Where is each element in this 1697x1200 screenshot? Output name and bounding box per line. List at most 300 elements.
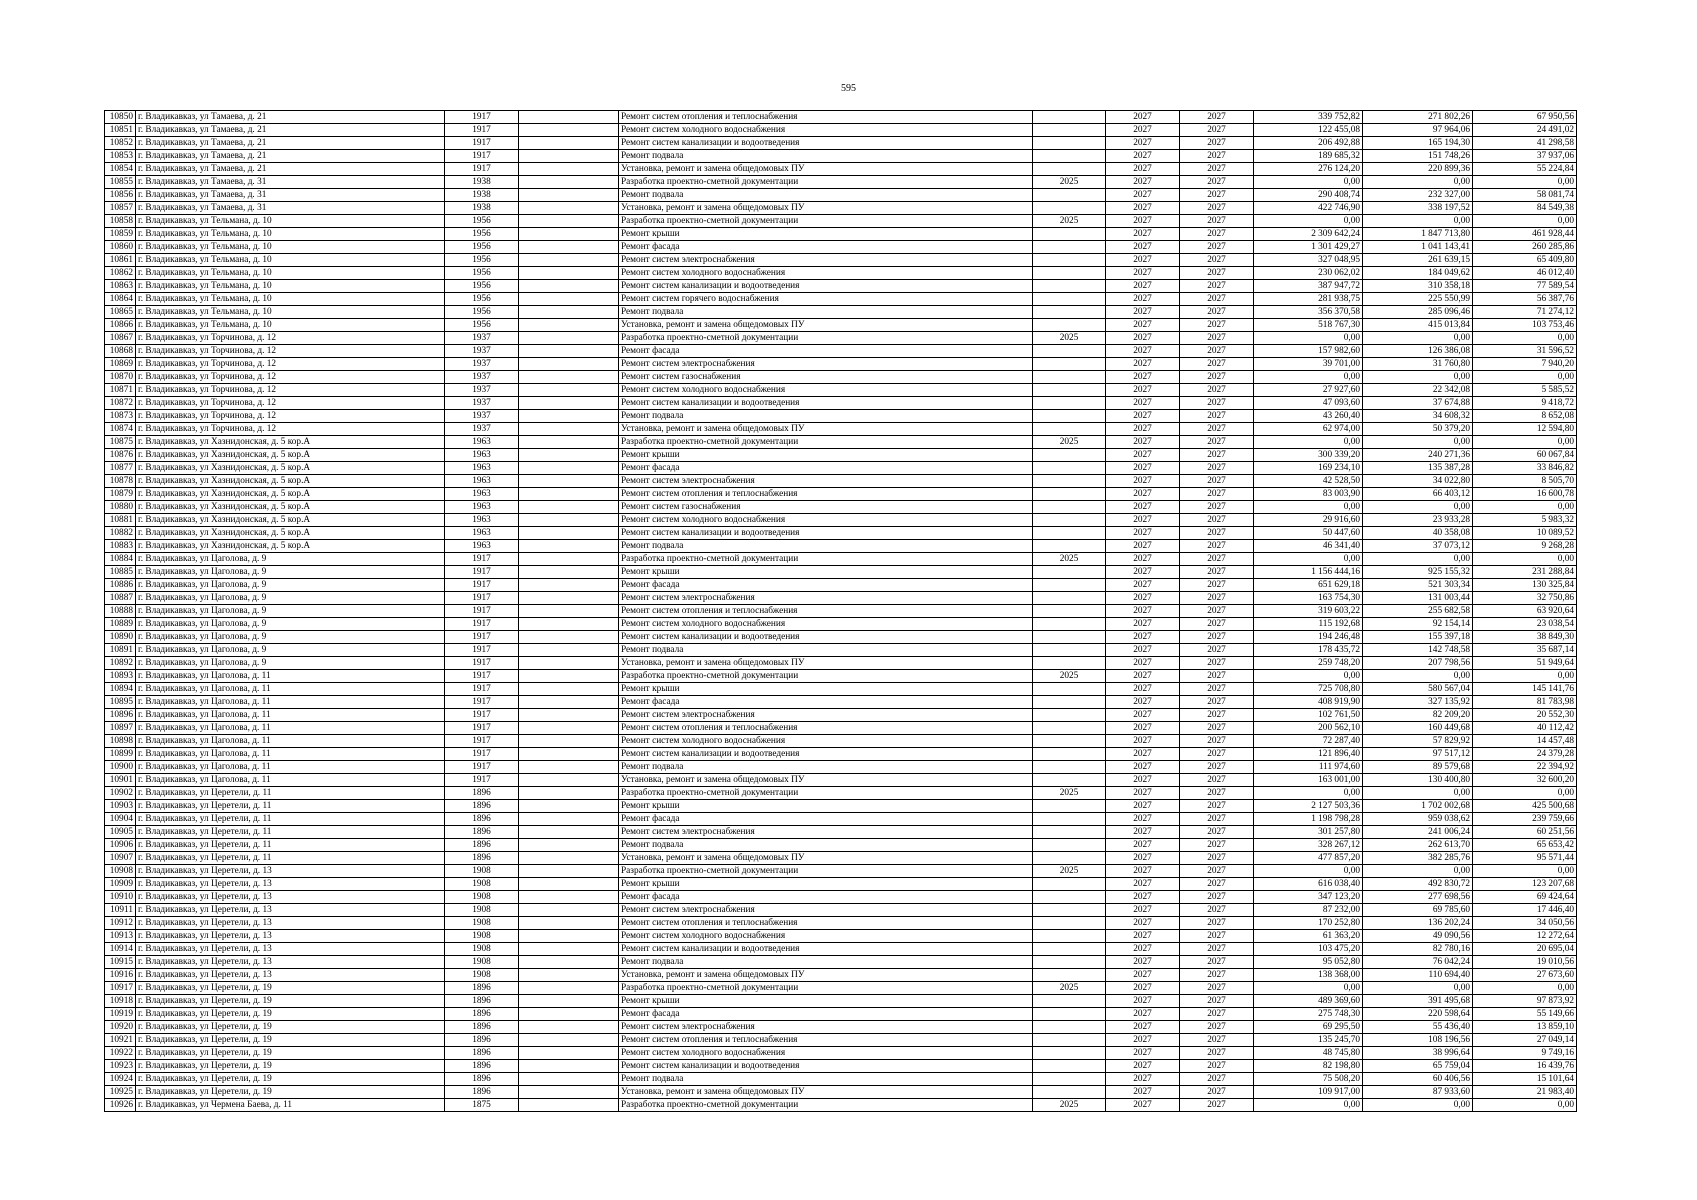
owner-cost-cell: 8 652,08 <box>1473 410 1577 423</box>
design-year-cell <box>1033 696 1106 709</box>
fund-cost-cell: 0,00 <box>1363 982 1473 995</box>
table-row <box>105 592 1577 605</box>
total-cost-cell: 72 287,40 <box>1254 735 1363 748</box>
owner-cost-cell: 67 950,56 <box>1473 111 1577 124</box>
row-number-cell: 10889 <box>105 618 136 631</box>
work-type-cell: Ремонт систем отопления и теплоснабжения <box>619 722 1033 735</box>
empty-cell <box>519 1034 619 1047</box>
plan-year-end-cell: 2027 <box>1180 1008 1254 1021</box>
plan-year-end-cell: 2027 <box>1180 293 1254 306</box>
plan-year-start-cell: 2027 <box>1106 137 1180 150</box>
address-cell: г. Владикавказ, ул Хазнидонская, д. 5 кор.А <box>136 449 445 462</box>
plan-year-end-cell: 2027 <box>1180 683 1254 696</box>
plan-year-end-cell: 2027 <box>1180 696 1254 709</box>
table-row <box>105 839 1577 852</box>
work-type-cell: Ремонт систем холодного водоснабжения <box>619 384 1033 397</box>
empty-cell <box>519 111 619 124</box>
address-cell: г. Владикавказ, ул Тельмана, д. 10 <box>136 241 445 254</box>
table-row <box>105 683 1577 696</box>
table-row <box>105 436 1577 449</box>
address-cell: г. Владикавказ, ул Церетели, д. 11 <box>136 839 445 852</box>
design-year-cell <box>1033 1047 1106 1060</box>
table-row <box>105 254 1577 267</box>
address-cell: г. Владикавказ, ул Цаголова, д. 11 <box>136 748 445 761</box>
table-row <box>105 813 1577 826</box>
design-year-cell <box>1033 163 1106 176</box>
build-year-cell: 1917 <box>445 774 519 787</box>
address-cell: г. Владикавказ, ул Цаголова, д. 9 <box>136 553 445 566</box>
plan-year-start-cell: 2027 <box>1106 917 1180 930</box>
design-year-cell <box>1033 488 1106 501</box>
design-year-cell <box>1033 449 1106 462</box>
empty-cell <box>519 566 619 579</box>
build-year-cell: 1963 <box>445 540 519 553</box>
total-cost-cell: 42 528,50 <box>1254 475 1363 488</box>
address-cell: г. Владикавказ, ул Тельмана, д. 10 <box>136 293 445 306</box>
table-row <box>105 241 1577 254</box>
owner-cost-cell: 239 759,66 <box>1473 813 1577 826</box>
total-cost-cell: 29 916,60 <box>1254 514 1363 527</box>
fund-cost-cell: 261 639,15 <box>1363 254 1473 267</box>
empty-cell <box>519 150 619 163</box>
fund-cost-cell: 232 327,00 <box>1363 189 1473 202</box>
total-cost-cell: 111 974,60 <box>1254 761 1363 774</box>
plan-year-end-cell: 2027 <box>1180 449 1254 462</box>
total-cost-cell: 0,00 <box>1254 982 1363 995</box>
plan-year-end-cell: 2027 <box>1180 150 1254 163</box>
address-cell: г. Владикавказ, ул Цаголова, д. 9 <box>136 592 445 605</box>
address-cell: г. Владикавказ, ул Церетели, д. 19 <box>136 1047 445 1060</box>
empty-cell <box>519 943 619 956</box>
plan-year-start-cell: 2027 <box>1106 865 1180 878</box>
fund-cost-cell: 131 003,44 <box>1363 592 1473 605</box>
plan-year-start-cell: 2027 <box>1106 462 1180 475</box>
plan-year-start-cell: 2027 <box>1106 787 1180 800</box>
row-number-cell: 10879 <box>105 488 136 501</box>
design-year-cell <box>1033 397 1106 410</box>
plan-year-start-cell: 2027 <box>1106 722 1180 735</box>
row-number-cell: 10902 <box>105 787 136 800</box>
fund-cost-cell: 580 567,04 <box>1363 683 1473 696</box>
empty-cell <box>519 605 619 618</box>
empty-cell <box>519 657 619 670</box>
empty-cell <box>519 930 619 943</box>
total-cost-cell: 301 257,80 <box>1254 826 1363 839</box>
plan-year-end-cell: 2027 <box>1180 787 1254 800</box>
total-cost-cell: 328 267,12 <box>1254 839 1363 852</box>
work-type-cell: Ремонт систем канализации и водоотведения <box>619 397 1033 410</box>
total-cost-cell: 0,00 <box>1254 501 1363 514</box>
fund-cost-cell: 151 748,26 <box>1363 150 1473 163</box>
plan-year-end-cell: 2027 <box>1180 670 1254 683</box>
fund-cost-cell: 76 042,24 <box>1363 956 1473 969</box>
empty-cell <box>519 592 619 605</box>
plan-year-start-cell: 2027 <box>1106 904 1180 917</box>
total-cost-cell: 477 857,20 <box>1254 852 1363 865</box>
row-number-cell: 10907 <box>105 852 136 865</box>
work-type-cell: Установка, ремонт и замена общедомовых ПУ <box>619 774 1033 787</box>
owner-cost-cell: 22 394,92 <box>1473 761 1577 774</box>
build-year-cell: 1956 <box>445 228 519 241</box>
plan-year-end-cell: 2027 <box>1180 995 1254 1008</box>
row-number-cell: 10904 <box>105 813 136 826</box>
row-number-cell: 10877 <box>105 462 136 475</box>
build-year-cell: 1917 <box>445 163 519 176</box>
table-row <box>105 384 1577 397</box>
total-cost-cell: 259 748,20 <box>1254 657 1363 670</box>
fund-cost-cell: 126 386,08 <box>1363 345 1473 358</box>
fund-cost-cell: 0,00 <box>1363 670 1473 683</box>
design-year-cell: 2025 <box>1033 215 1106 228</box>
fund-cost-cell: 130 400,80 <box>1363 774 1473 787</box>
build-year-cell: 1956 <box>445 267 519 280</box>
total-cost-cell: 0,00 <box>1254 1099 1363 1112</box>
empty-cell <box>519 865 619 878</box>
fund-cost-cell: 415 013,84 <box>1363 319 1473 332</box>
address-cell: г. Владикавказ, ул Цаголова, д. 9 <box>136 579 445 592</box>
capital-repair-register-table <box>104 110 1577 1112</box>
table-row <box>105 1034 1577 1047</box>
empty-cell <box>519 748 619 761</box>
empty-cell <box>519 397 619 410</box>
plan-year-start-cell: 2027 <box>1106 124 1180 137</box>
row-number-cell: 10890 <box>105 631 136 644</box>
empty-cell <box>519 215 619 228</box>
build-year-cell: 1956 <box>445 319 519 332</box>
total-cost-cell: 200 562,10 <box>1254 722 1363 735</box>
total-cost-cell: 189 685,32 <box>1254 150 1363 163</box>
total-cost-cell: 347 123,20 <box>1254 891 1363 904</box>
build-year-cell: 1896 <box>445 852 519 865</box>
empty-cell <box>519 904 619 917</box>
plan-year-start-cell: 2027 <box>1106 839 1180 852</box>
design-year-cell <box>1033 319 1106 332</box>
work-type-cell: Ремонт систем канализации и водоотведения <box>619 943 1033 956</box>
design-year-cell: 2025 <box>1033 436 1106 449</box>
empty-cell <box>519 761 619 774</box>
design-year-cell: 2025 <box>1033 982 1106 995</box>
total-cost-cell: 387 947,72 <box>1254 280 1363 293</box>
fund-cost-cell: 0,00 <box>1363 501 1473 514</box>
plan-year-end-cell: 2027 <box>1180 423 1254 436</box>
table-row <box>105 189 1577 202</box>
work-type-cell: Ремонт систем электроснабжения <box>619 358 1033 371</box>
work-type-cell: Разработка проектно-сметной документации <box>619 670 1033 683</box>
build-year-cell: 1938 <box>445 176 519 189</box>
row-number-cell: 10868 <box>105 345 136 358</box>
plan-year-start-cell: 2027 <box>1106 1034 1180 1047</box>
plan-year-start-cell: 2027 <box>1106 969 1180 982</box>
empty-cell <box>519 969 619 982</box>
build-year-cell: 1937 <box>445 410 519 423</box>
owner-cost-cell: 231 288,84 <box>1473 566 1577 579</box>
build-year-cell: 1938 <box>445 189 519 202</box>
design-year-cell <box>1033 228 1106 241</box>
work-type-cell: Разработка проектно-сметной документации <box>619 176 1033 189</box>
build-year-cell: 1917 <box>445 683 519 696</box>
empty-cell <box>519 774 619 787</box>
design-year-cell <box>1033 111 1106 124</box>
row-number-cell: 10866 <box>105 319 136 332</box>
work-type-cell: Ремонт фасада <box>619 579 1033 592</box>
build-year-cell: 1896 <box>445 813 519 826</box>
work-type-cell: Ремонт систем холодного водоснабжения <box>619 267 1033 280</box>
owner-cost-cell: 16 439,76 <box>1473 1060 1577 1073</box>
plan-year-start-cell: 2027 <box>1106 371 1180 384</box>
empty-cell <box>519 618 619 631</box>
table-row <box>105 657 1577 670</box>
fund-cost-cell: 240 271,36 <box>1363 449 1473 462</box>
row-number-cell: 10876 <box>105 449 136 462</box>
owner-cost-cell: 58 081,74 <box>1473 189 1577 202</box>
address-cell: г. Владикавказ, ул Торчинова, д. 12 <box>136 423 445 436</box>
fund-cost-cell: 97 964,06 <box>1363 124 1473 137</box>
plan-year-end-cell: 2027 <box>1180 345 1254 358</box>
plan-year-start-cell: 2027 <box>1106 1060 1180 1073</box>
table-row <box>105 943 1577 956</box>
fund-cost-cell: 0,00 <box>1363 176 1473 189</box>
owner-cost-cell: 13 859,10 <box>1473 1021 1577 1034</box>
total-cost-cell: 1 156 444,16 <box>1254 566 1363 579</box>
plan-year-start-cell: 2027 <box>1106 280 1180 293</box>
row-number-cell: 10905 <box>105 826 136 839</box>
design-year-cell <box>1033 306 1106 319</box>
empty-cell <box>519 813 619 826</box>
work-type-cell: Ремонт систем отопления и теплоснабжения <box>619 488 1033 501</box>
owner-cost-cell: 65 653,42 <box>1473 839 1577 852</box>
plan-year-start-cell: 2027 <box>1106 995 1180 1008</box>
empty-cell <box>519 423 619 436</box>
total-cost-cell: 0,00 <box>1254 371 1363 384</box>
work-type-cell: Ремонт систем холодного водоснабжения <box>619 514 1033 527</box>
build-year-cell: 1917 <box>445 631 519 644</box>
table-row <box>105 709 1577 722</box>
work-type-cell: Ремонт подвала <box>619 839 1033 852</box>
empty-cell <box>519 527 619 540</box>
build-year-cell: 1937 <box>445 371 519 384</box>
work-type-cell: Разработка проектно-сметной документации <box>619 436 1033 449</box>
row-number-cell: 10897 <box>105 722 136 735</box>
total-cost-cell: 47 093,60 <box>1254 397 1363 410</box>
row-number-cell: 10894 <box>105 683 136 696</box>
plan-year-end-cell: 2027 <box>1180 332 1254 345</box>
row-number-cell: 10901 <box>105 774 136 787</box>
plan-year-start-cell: 2027 <box>1106 202 1180 215</box>
design-year-cell: 2025 <box>1033 332 1106 345</box>
empty-cell <box>519 280 619 293</box>
design-year-cell <box>1033 384 1106 397</box>
address-cell: г. Владикавказ, ул Цаголова, д. 11 <box>136 683 445 696</box>
row-number-cell: 10881 <box>105 514 136 527</box>
fund-cost-cell: 262 613,70 <box>1363 839 1473 852</box>
address-cell: г. Владикавказ, ул Цаголова, д. 9 <box>136 566 445 579</box>
plan-year-end-cell: 2027 <box>1180 618 1254 631</box>
total-cost-cell: 356 370,58 <box>1254 306 1363 319</box>
row-number-cell: 10906 <box>105 839 136 852</box>
table-row <box>105 514 1577 527</box>
address-cell: г. Владикавказ, ул Церетели, д. 11 <box>136 813 445 826</box>
owner-cost-cell: 55 224,84 <box>1473 163 1577 176</box>
work-type-cell: Ремонт систем газоснабжения <box>619 371 1033 384</box>
address-cell: г. Владикавказ, ул Цаголова, д. 9 <box>136 618 445 631</box>
empty-cell <box>519 189 619 202</box>
address-cell: г. Владикавказ, ул Церетели, д. 13 <box>136 956 445 969</box>
design-year-cell: 2025 <box>1033 670 1106 683</box>
total-cost-cell: 163 001,00 <box>1254 774 1363 787</box>
owner-cost-cell: 32 600,20 <box>1473 774 1577 787</box>
table-row <box>105 410 1577 423</box>
owner-cost-cell: 5 983,32 <box>1473 514 1577 527</box>
row-number-cell: 10923 <box>105 1060 136 1073</box>
build-year-cell: 1896 <box>445 1086 519 1099</box>
total-cost-cell: 50 447,60 <box>1254 527 1363 540</box>
design-year-cell <box>1033 189 1106 202</box>
plan-year-end-cell: 2027 <box>1180 852 1254 865</box>
design-year-cell <box>1033 878 1106 891</box>
fund-cost-cell: 0,00 <box>1363 215 1473 228</box>
plan-year-start-cell: 2027 <box>1106 501 1180 514</box>
table-row <box>105 306 1577 319</box>
owner-cost-cell: 60 251,56 <box>1473 826 1577 839</box>
build-year-cell: 1896 <box>445 787 519 800</box>
owner-cost-cell: 37 937,06 <box>1473 150 1577 163</box>
build-year-cell: 1917 <box>445 111 519 124</box>
plan-year-end-cell: 2027 <box>1180 280 1254 293</box>
plan-year-start-cell: 2027 <box>1106 800 1180 813</box>
address-cell: г. Владикавказ, ул Торчинова, д. 12 <box>136 397 445 410</box>
plan-year-start-cell: 2027 <box>1106 813 1180 826</box>
plan-year-start-cell: 2027 <box>1106 553 1180 566</box>
total-cost-cell: 48 745,80 <box>1254 1047 1363 1060</box>
design-year-cell <box>1033 1008 1106 1021</box>
empty-cell <box>519 722 619 735</box>
plan-year-start-cell: 2027 <box>1106 774 1180 787</box>
total-cost-cell: 102 761,50 <box>1254 709 1363 722</box>
owner-cost-cell: 56 387,76 <box>1473 293 1577 306</box>
plan-year-end-cell: 2027 <box>1180 605 1254 618</box>
total-cost-cell: 0,00 <box>1254 436 1363 449</box>
plan-year-end-cell: 2027 <box>1180 969 1254 982</box>
total-cost-cell: 43 260,40 <box>1254 410 1363 423</box>
plan-year-end-cell: 2027 <box>1180 267 1254 280</box>
total-cost-cell: 62 974,00 <box>1254 423 1363 436</box>
plan-year-end-cell: 2027 <box>1180 956 1254 969</box>
table-row <box>105 527 1577 540</box>
work-type-cell: Ремонт крыши <box>619 228 1033 241</box>
owner-cost-cell: 0,00 <box>1473 982 1577 995</box>
table-row <box>105 631 1577 644</box>
empty-cell <box>519 202 619 215</box>
plan-year-start-cell: 2027 <box>1106 670 1180 683</box>
plan-year-start-cell: 2027 <box>1106 449 1180 462</box>
total-cost-cell: 2 127 503,36 <box>1254 800 1363 813</box>
empty-cell <box>519 540 619 553</box>
build-year-cell: 1917 <box>445 605 519 618</box>
work-type-cell: Ремонт подвала <box>619 1073 1033 1086</box>
fund-cost-cell: 49 090,56 <box>1363 930 1473 943</box>
row-number-cell: 10856 <box>105 189 136 202</box>
row-number-cell: 10913 <box>105 930 136 943</box>
owner-cost-cell: 40 112,42 <box>1473 722 1577 735</box>
table-row <box>105 930 1577 943</box>
empty-cell <box>519 137 619 150</box>
empty-cell <box>519 345 619 358</box>
empty-cell <box>519 358 619 371</box>
work-type-cell: Ремонт крыши <box>619 566 1033 579</box>
table-row <box>105 163 1577 176</box>
fund-cost-cell: 69 785,60 <box>1363 904 1473 917</box>
row-number-cell: 10909 <box>105 878 136 891</box>
build-year-cell: 1896 <box>445 1021 519 1034</box>
design-year-cell <box>1033 618 1106 631</box>
row-number-cell: 10874 <box>105 423 136 436</box>
plan-year-start-cell: 2027 <box>1106 111 1180 124</box>
row-number-cell: 10918 <box>105 995 136 1008</box>
work-type-cell: Ремонт систем электроснабжения <box>619 826 1033 839</box>
empty-cell <box>519 1008 619 1021</box>
address-cell: г. Владикавказ, ул Торчинова, д. 12 <box>136 410 445 423</box>
table-row <box>105 904 1577 917</box>
plan-year-start-cell: 2027 <box>1106 566 1180 579</box>
plan-year-start-cell: 2027 <box>1106 709 1180 722</box>
owner-cost-cell: 9 749,16 <box>1473 1047 1577 1060</box>
plan-year-end-cell: 2027 <box>1180 982 1254 995</box>
plan-year-start-cell: 2027 <box>1106 1021 1180 1034</box>
table-row <box>105 995 1577 1008</box>
table-row <box>105 891 1577 904</box>
work-type-cell: Ремонт крыши <box>619 683 1033 696</box>
fund-cost-cell: 338 197,52 <box>1363 202 1473 215</box>
design-year-cell <box>1033 657 1106 670</box>
row-number-cell: 10864 <box>105 293 136 306</box>
plan-year-end-cell: 2027 <box>1180 241 1254 254</box>
plan-year-end-cell: 2027 <box>1180 410 1254 423</box>
fund-cost-cell: 925 155,32 <box>1363 566 1473 579</box>
fund-cost-cell: 108 196,56 <box>1363 1034 1473 1047</box>
empty-cell <box>519 163 619 176</box>
plan-year-start-cell: 2027 <box>1106 579 1180 592</box>
build-year-cell: 1896 <box>445 1047 519 1060</box>
empty-cell <box>519 514 619 527</box>
plan-year-end-cell: 2027 <box>1180 501 1254 514</box>
owner-cost-cell: 71 274,12 <box>1473 306 1577 319</box>
address-cell: г. Владикавказ, ул Церетели, д. 11 <box>136 852 445 865</box>
row-number-cell: 10910 <box>105 891 136 904</box>
build-year-cell: 1917 <box>445 124 519 137</box>
owner-cost-cell: 31 596,52 <box>1473 345 1577 358</box>
plan-year-start-cell: 2027 <box>1106 826 1180 839</box>
total-cost-cell: 163 754,30 <box>1254 592 1363 605</box>
build-year-cell: 1937 <box>445 332 519 345</box>
plan-year-start-cell: 2027 <box>1106 1099 1180 1112</box>
build-year-cell: 1908 <box>445 943 519 956</box>
build-year-cell: 1917 <box>445 579 519 592</box>
address-cell: г. Владикавказ, ул Тамаева, д. 31 <box>136 176 445 189</box>
address-cell: г. Владикавказ, ул Церетели, д. 19 <box>136 1008 445 1021</box>
address-cell: г. Владикавказ, ул Церетели, д. 11 <box>136 826 445 839</box>
total-cost-cell: 138 368,00 <box>1254 969 1363 982</box>
plan-year-start-cell: 2027 <box>1106 891 1180 904</box>
plan-year-start-cell: 2027 <box>1106 215 1180 228</box>
total-cost-cell: 69 295,50 <box>1254 1021 1363 1034</box>
plan-year-end-cell: 2027 <box>1180 579 1254 592</box>
plan-year-end-cell: 2027 <box>1180 254 1254 267</box>
row-number-cell: 10893 <box>105 670 136 683</box>
build-year-cell: 1896 <box>445 1034 519 1047</box>
work-type-cell: Установка, ремонт и замена общедомовых ПУ <box>619 657 1033 670</box>
owner-cost-cell: 24 379,28 <box>1473 748 1577 761</box>
fund-cost-cell: 184 049,62 <box>1363 267 1473 280</box>
